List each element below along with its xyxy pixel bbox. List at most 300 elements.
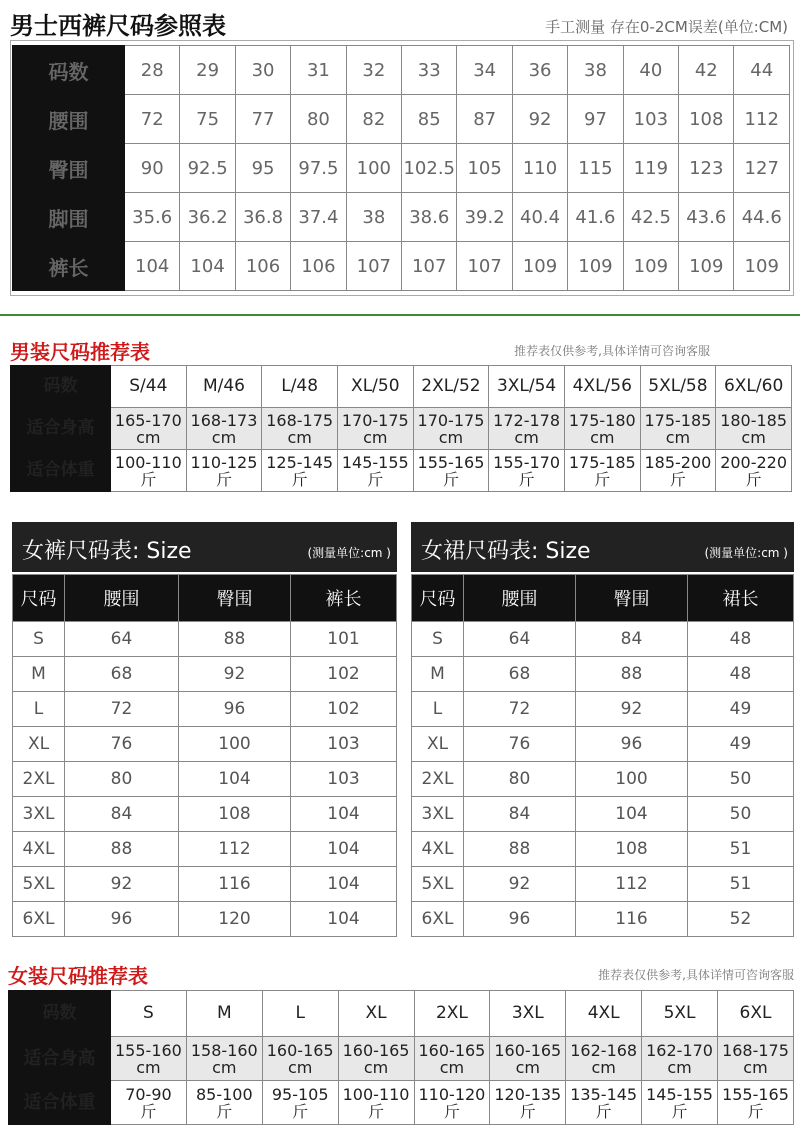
table-cell: 38 <box>346 193 401 242</box>
table-cell: 4XL <box>13 832 65 867</box>
table-cell: 92 <box>65 867 179 902</box>
table-row <box>11 408 792 450</box>
table-cell: 75 <box>180 95 235 144</box>
table-cell: 6XL <box>13 902 65 937</box>
weight-unit: 斤 <box>595 1101 612 1121</box>
weight-cell <box>716 450 792 492</box>
height-cell <box>640 408 716 450</box>
weight-range: 85-100 <box>195 1084 253 1104</box>
height-range: 170-175 <box>417 410 485 430</box>
table-cell: 100 <box>346 144 401 193</box>
size-cell: M/46 <box>186 366 262 408</box>
row-label: 腰围 <box>13 95 125 144</box>
weight-unit: 斤 <box>442 469 459 489</box>
table-cell: 92 <box>179 657 291 692</box>
height-cell <box>490 1037 566 1081</box>
mens-rec-note: 推荐表仅供参考,具体详情可咨询客服 <box>514 344 710 358</box>
size-cell: 5XL/58 <box>640 366 716 408</box>
weight-unit: 斤 <box>745 469 762 489</box>
row-label: 裤长 <box>13 242 125 291</box>
header-cell: 裙长 <box>688 575 794 622</box>
womens-pants-unit: (测量单位:cm ) <box>307 546 391 560</box>
table-cell: 116 <box>179 867 291 902</box>
row-label: 臀围 <box>13 144 125 193</box>
table-cell: 109 <box>734 242 790 291</box>
table-cell: 3XL <box>13 797 65 832</box>
height-unit: cm <box>515 1057 540 1077</box>
table-cell: 30 <box>235 46 290 95</box>
height-range: 175-180 <box>568 410 636 430</box>
table-row <box>13 657 397 692</box>
header-cell: 腰围 <box>464 575 576 622</box>
table-cell: 5XL <box>13 867 65 902</box>
weight-unit: 斤 <box>215 469 232 489</box>
height-range: 158-160 <box>190 1040 258 1060</box>
height-range: 165-170 <box>114 410 182 430</box>
table-cell: M <box>412 657 464 692</box>
height-unit: cm <box>741 427 766 447</box>
table-row <box>9 991 794 1037</box>
header-cell: 裤长 <box>291 575 397 622</box>
height-unit: cm <box>136 1057 161 1077</box>
table-row <box>412 867 794 902</box>
womens-rec-table <box>8 990 794 1125</box>
size-cell: XL/50 <box>337 366 413 408</box>
weight-unit: 斤 <box>669 469 686 489</box>
table-cell: 115 <box>568 144 623 193</box>
height-unit: cm <box>743 1057 768 1077</box>
height-cell <box>642 1037 718 1081</box>
size-cell: 4XL <box>566 991 642 1037</box>
table-cell: 104 <box>179 762 291 797</box>
height-range: 162-168 <box>570 1040 638 1060</box>
weight-unit: 斤 <box>216 1101 233 1121</box>
height-cell <box>186 408 262 450</box>
table-cell: 103 <box>623 95 678 144</box>
table-cell: 5XL <box>412 867 464 902</box>
table-cell: S <box>412 622 464 657</box>
table-cell: 76 <box>65 727 179 762</box>
table-cell: XL <box>412 727 464 762</box>
womens-pants-title: 女裤尺码表: Size <box>22 539 192 564</box>
table-cell: 109 <box>623 242 678 291</box>
table-cell: 107 <box>346 242 401 291</box>
womens-skirt-table <box>411 574 794 937</box>
row-label: 脚围 <box>13 193 125 242</box>
womens-rec-title: 女装尺码推荐表 <box>8 964 148 988</box>
weight-cell <box>414 1081 490 1125</box>
height-range: 175-185 <box>644 410 712 430</box>
header-row <box>412 575 794 622</box>
weight-cell <box>564 450 640 492</box>
mens-rec-table <box>10 365 792 492</box>
height-unit: cm <box>438 427 464 447</box>
table-cell: 34 <box>457 46 512 95</box>
height-range: 160-165 <box>342 1040 410 1060</box>
table-cell: 36.8 <box>235 193 290 242</box>
table-cell: 85 <box>402 95 457 144</box>
womens-pants-table <box>12 574 397 937</box>
weight-unit: 斤 <box>140 1101 157 1121</box>
table-cell: 92.5 <box>180 144 235 193</box>
table-row <box>412 797 794 832</box>
mens-pants-table <box>12 45 790 291</box>
table-cell: 104 <box>291 867 397 902</box>
weight-cell <box>490 1081 566 1125</box>
table-cell: 64 <box>464 622 576 657</box>
table-row <box>412 692 794 727</box>
table-cell: 106 <box>291 242 346 291</box>
weight-range: 145-155 <box>646 1084 713 1104</box>
weight-cell <box>338 1081 414 1125</box>
height-range: 180-185 <box>720 410 788 430</box>
weight-range: 155-165 <box>722 1084 789 1104</box>
table-cell: 52 <box>688 902 794 937</box>
table-cell: 38.6 <box>402 193 457 242</box>
table-cell: 108 <box>576 832 688 867</box>
table-cell: 51 <box>688 867 794 902</box>
table-cell: 48 <box>688 622 794 657</box>
height-cell <box>414 1037 490 1081</box>
table-cell: 48 <box>688 657 794 692</box>
header-cell: 臀围 <box>179 575 291 622</box>
table-cell: 2XL <box>412 762 464 797</box>
height-range: 160-165 <box>418 1040 486 1060</box>
table-cell: 72 <box>65 692 179 727</box>
weight-range: 100-110 <box>114 452 182 472</box>
table-cell: 104 <box>576 797 688 832</box>
weight-cell <box>640 450 716 492</box>
table-cell: 37.4 <box>291 193 346 242</box>
height-unit: cm <box>439 1057 465 1077</box>
womens-rec-note: 推荐表仅供参考,具体详情可咨询客服 <box>598 968 794 982</box>
table-cell: 4XL <box>412 832 464 867</box>
table-cell: 97 <box>568 95 623 144</box>
height-cell <box>111 1037 187 1081</box>
size-cell: 4XL/56 <box>564 366 640 408</box>
row-label: 码数 <box>13 46 125 95</box>
weight-cell <box>337 450 413 492</box>
size-cell: 6XL <box>718 991 794 1037</box>
table-cell: 31 <box>291 46 346 95</box>
table-cell: 88 <box>576 657 688 692</box>
table-row <box>13 867 397 902</box>
size-cell: 3XL/54 <box>489 366 565 408</box>
height-range: 168-175 <box>722 1040 789 1060</box>
table-cell: 64 <box>65 622 179 657</box>
weight-cell <box>566 1081 642 1125</box>
table-row <box>9 1081 794 1125</box>
table-cell: 44 <box>734 46 790 95</box>
table-cell: 49 <box>688 692 794 727</box>
weight-unit: 斤 <box>443 1101 460 1121</box>
height-cell <box>111 408 187 450</box>
weight-cell <box>186 1081 262 1125</box>
table-row <box>412 622 794 657</box>
table-cell: 109 <box>679 242 734 291</box>
table-cell: 120 <box>179 902 291 937</box>
table-row <box>13 242 790 291</box>
weight-unit: 斤 <box>519 1101 536 1121</box>
height-cell <box>262 408 338 450</box>
row-label: 适合体重 <box>9 1081 111 1125</box>
height-cell <box>337 408 413 450</box>
table-cell: 101 <box>291 622 397 657</box>
table-row <box>412 832 794 867</box>
table-cell: 50 <box>688 762 794 797</box>
weight-unit: 斤 <box>367 469 384 489</box>
table-cell: 77 <box>235 95 290 144</box>
table-cell: 103 <box>291 762 397 797</box>
table-cell: 107 <box>402 242 457 291</box>
table-row <box>13 902 397 937</box>
table-row <box>13 95 790 144</box>
weight-range: 155-165 <box>417 452 485 472</box>
height-cell <box>413 408 489 450</box>
table-cell: 123 <box>679 144 734 193</box>
table-cell: 88 <box>65 832 179 867</box>
table-cell: 106 <box>235 242 290 291</box>
table-cell: 84 <box>464 797 576 832</box>
table-cell: 116 <box>576 902 688 937</box>
table-cell: 33 <box>402 46 457 95</box>
weight-range: 175-185 <box>568 452 636 472</box>
womens-skirt-header <box>411 522 794 572</box>
table-cell: 87 <box>457 95 512 144</box>
table-cell: 72 <box>125 95 180 144</box>
table-cell: 112 <box>734 95 790 144</box>
table-cell: 102 <box>291 657 397 692</box>
weight-range: 110-120 <box>418 1084 486 1104</box>
weight-range: 155-170 <box>493 452 561 472</box>
height-unit: cm <box>363 1057 389 1077</box>
table-cell: 76 <box>464 727 576 762</box>
height-range: 160-165 <box>266 1040 334 1060</box>
table-cell: 112 <box>179 832 291 867</box>
table-cell: 28 <box>125 46 180 95</box>
weight-cell <box>489 450 565 492</box>
table-cell: 109 <box>512 242 567 291</box>
table-cell: 95 <box>235 144 290 193</box>
row-label: 适合身高 <box>9 1037 111 1081</box>
table-cell: 127 <box>734 144 790 193</box>
table-cell: 100 <box>576 762 688 797</box>
table-cell: 40 <box>623 46 678 95</box>
table-cell: 84 <box>65 797 179 832</box>
table-cell: 96 <box>65 902 179 937</box>
height-unit: cm <box>212 1057 237 1077</box>
height-cell <box>716 408 792 450</box>
height-cell <box>489 408 565 450</box>
table-cell: 105 <box>457 144 512 193</box>
height-unit: cm <box>667 1057 692 1077</box>
weight-unit: 斤 <box>291 469 308 489</box>
height-range: 160-165 <box>494 1040 562 1060</box>
table-cell: 88 <box>179 622 291 657</box>
table-cell: S <box>13 622 65 657</box>
weight-range: 185-200 <box>644 452 712 472</box>
height-cell <box>186 1037 262 1081</box>
table-row <box>13 46 790 95</box>
height-unit: cm <box>211 427 237 447</box>
weight-range: 70-90 <box>125 1084 172 1104</box>
size-cell: S/44 <box>111 366 187 408</box>
table-row <box>9 1037 794 1081</box>
size-cell: S <box>111 991 187 1037</box>
height-range: 168-175 <box>266 410 334 430</box>
height-cell <box>564 408 640 450</box>
height-unit: cm <box>514 427 539 447</box>
weight-unit: 斤 <box>368 1101 385 1121</box>
row-label: 码数 <box>9 991 111 1037</box>
weight-unit: 斤 <box>747 1101 764 1121</box>
size-cell: 3XL <box>490 991 566 1037</box>
row-label: 适合体重 <box>11 450 111 492</box>
mens-pants-note: 手工测量 存在0-2CM误差(单位:CM) <box>545 18 788 36</box>
table-cell: 112 <box>576 867 688 902</box>
table-cell: 6XL <box>412 902 464 937</box>
height-unit: cm <box>136 427 161 447</box>
table-cell: 108 <box>179 797 291 832</box>
table-row <box>11 366 792 408</box>
weight-range: 100-110 <box>342 1084 410 1104</box>
table-cell: 104 <box>291 797 397 832</box>
table-cell: 104 <box>125 242 180 291</box>
header-cell: 臀围 <box>576 575 688 622</box>
mens-pants-title: 男士西裤尺码参照表 <box>10 12 226 40</box>
weight-range: 95-105 <box>271 1084 329 1104</box>
height-cell <box>262 1037 338 1081</box>
table-cell: 49 <box>688 727 794 762</box>
table-cell: 40.4 <box>512 193 567 242</box>
table-row <box>11 450 792 492</box>
header-cell: 腰围 <box>65 575 179 622</box>
table-cell: 92 <box>576 692 688 727</box>
womens-pants-header <box>12 522 397 572</box>
size-cell: 2XL <box>414 991 490 1037</box>
table-cell: 96 <box>464 902 576 937</box>
table-cell: 35.6 <box>125 193 180 242</box>
weight-cell <box>718 1081 794 1125</box>
weight-cell <box>413 450 489 492</box>
height-unit: cm <box>665 427 691 447</box>
weight-unit: 斤 <box>518 469 535 489</box>
table-cell: 68 <box>464 657 576 692</box>
table-cell: 41.6 <box>568 193 623 242</box>
womens-skirt-unit: (测量单位:cm ) <box>704 546 788 560</box>
weight-cell <box>186 450 262 492</box>
size-cell: L/48 <box>262 366 338 408</box>
table-cell: 39.2 <box>457 193 512 242</box>
height-unit: cm <box>287 427 312 447</box>
height-range: 155-160 <box>115 1040 182 1060</box>
table-row <box>13 692 397 727</box>
table-cell: 38 <box>568 46 623 95</box>
height-cell <box>338 1037 414 1081</box>
table-row <box>412 657 794 692</box>
table-row <box>13 622 397 657</box>
section-divider <box>0 314 800 316</box>
weight-unit: 斤 <box>594 469 611 489</box>
height-range: 168-173 <box>190 410 258 430</box>
table-cell: 103 <box>291 727 397 762</box>
weight-range: 125-145 <box>266 452 334 472</box>
weight-cell <box>111 450 187 492</box>
table-cell: 36 <box>512 46 567 95</box>
weight-cell <box>262 1081 338 1125</box>
table-cell: 119 <box>623 144 678 193</box>
table-cell: 2XL <box>13 762 65 797</box>
table-cell: 82 <box>346 95 401 144</box>
height-range: 162-170 <box>646 1040 713 1060</box>
header-cell: 尺码 <box>412 575 464 622</box>
table-cell: 42 <box>679 46 734 95</box>
womens-skirt-title: 女裙尺码表: Size <box>421 539 591 564</box>
height-range: 170-175 <box>341 410 409 430</box>
table-cell: 80 <box>464 762 576 797</box>
weight-range: 200-220 <box>720 452 788 472</box>
table-row <box>13 727 397 762</box>
size-cell: 6XL/60 <box>716 366 792 408</box>
row-label: 适合身高 <box>11 408 111 450</box>
table-cell: 36.2 <box>180 193 235 242</box>
table-row <box>13 762 397 797</box>
weight-cell <box>111 1081 187 1125</box>
table-row <box>13 193 790 242</box>
weight-range: 135-145 <box>570 1084 638 1104</box>
table-cell: 96 <box>179 692 291 727</box>
table-cell: 80 <box>291 95 346 144</box>
size-cell: 2XL/52 <box>413 366 489 408</box>
table-cell: 32 <box>346 46 401 95</box>
table-cell: 44.6 <box>734 193 790 242</box>
table-cell: 100 <box>179 727 291 762</box>
weight-unit: 斤 <box>671 1101 688 1121</box>
table-cell: 72 <box>464 692 576 727</box>
table-cell: 43.6 <box>679 193 734 242</box>
table-cell: 3XL <box>412 797 464 832</box>
table-cell: 51 <box>688 832 794 867</box>
mens-rec-title: 男装尺码推荐表 <box>10 340 150 364</box>
table-row <box>13 832 397 867</box>
weight-range: 120-135 <box>494 1084 562 1104</box>
weight-cell <box>262 450 338 492</box>
table-cell: 80 <box>65 762 179 797</box>
weight-range: 110-125 <box>190 452 258 472</box>
table-cell: 97.5 <box>291 144 346 193</box>
table-row <box>412 762 794 797</box>
table-cell: 90 <box>125 144 180 193</box>
weight-range: 145-155 <box>341 452 409 472</box>
table-cell: 92 <box>512 95 567 144</box>
height-range: 172-178 <box>493 410 561 430</box>
height-cell <box>718 1037 794 1081</box>
table-cell: 42.5 <box>623 193 678 242</box>
table-cell: 104 <box>291 832 397 867</box>
weight-cell <box>642 1081 718 1125</box>
height-unit: cm <box>590 427 615 447</box>
table-cell: 102.5 <box>402 144 457 193</box>
table-row <box>412 727 794 762</box>
table-cell: 108 <box>679 95 734 144</box>
table-cell: 92 <box>464 867 576 902</box>
table-cell: 29 <box>180 46 235 95</box>
table-cell: 88 <box>464 832 576 867</box>
height-unit: cm <box>363 427 388 447</box>
table-cell: 104 <box>180 242 235 291</box>
table-cell: 50 <box>688 797 794 832</box>
size-cell: XL <box>338 991 414 1037</box>
